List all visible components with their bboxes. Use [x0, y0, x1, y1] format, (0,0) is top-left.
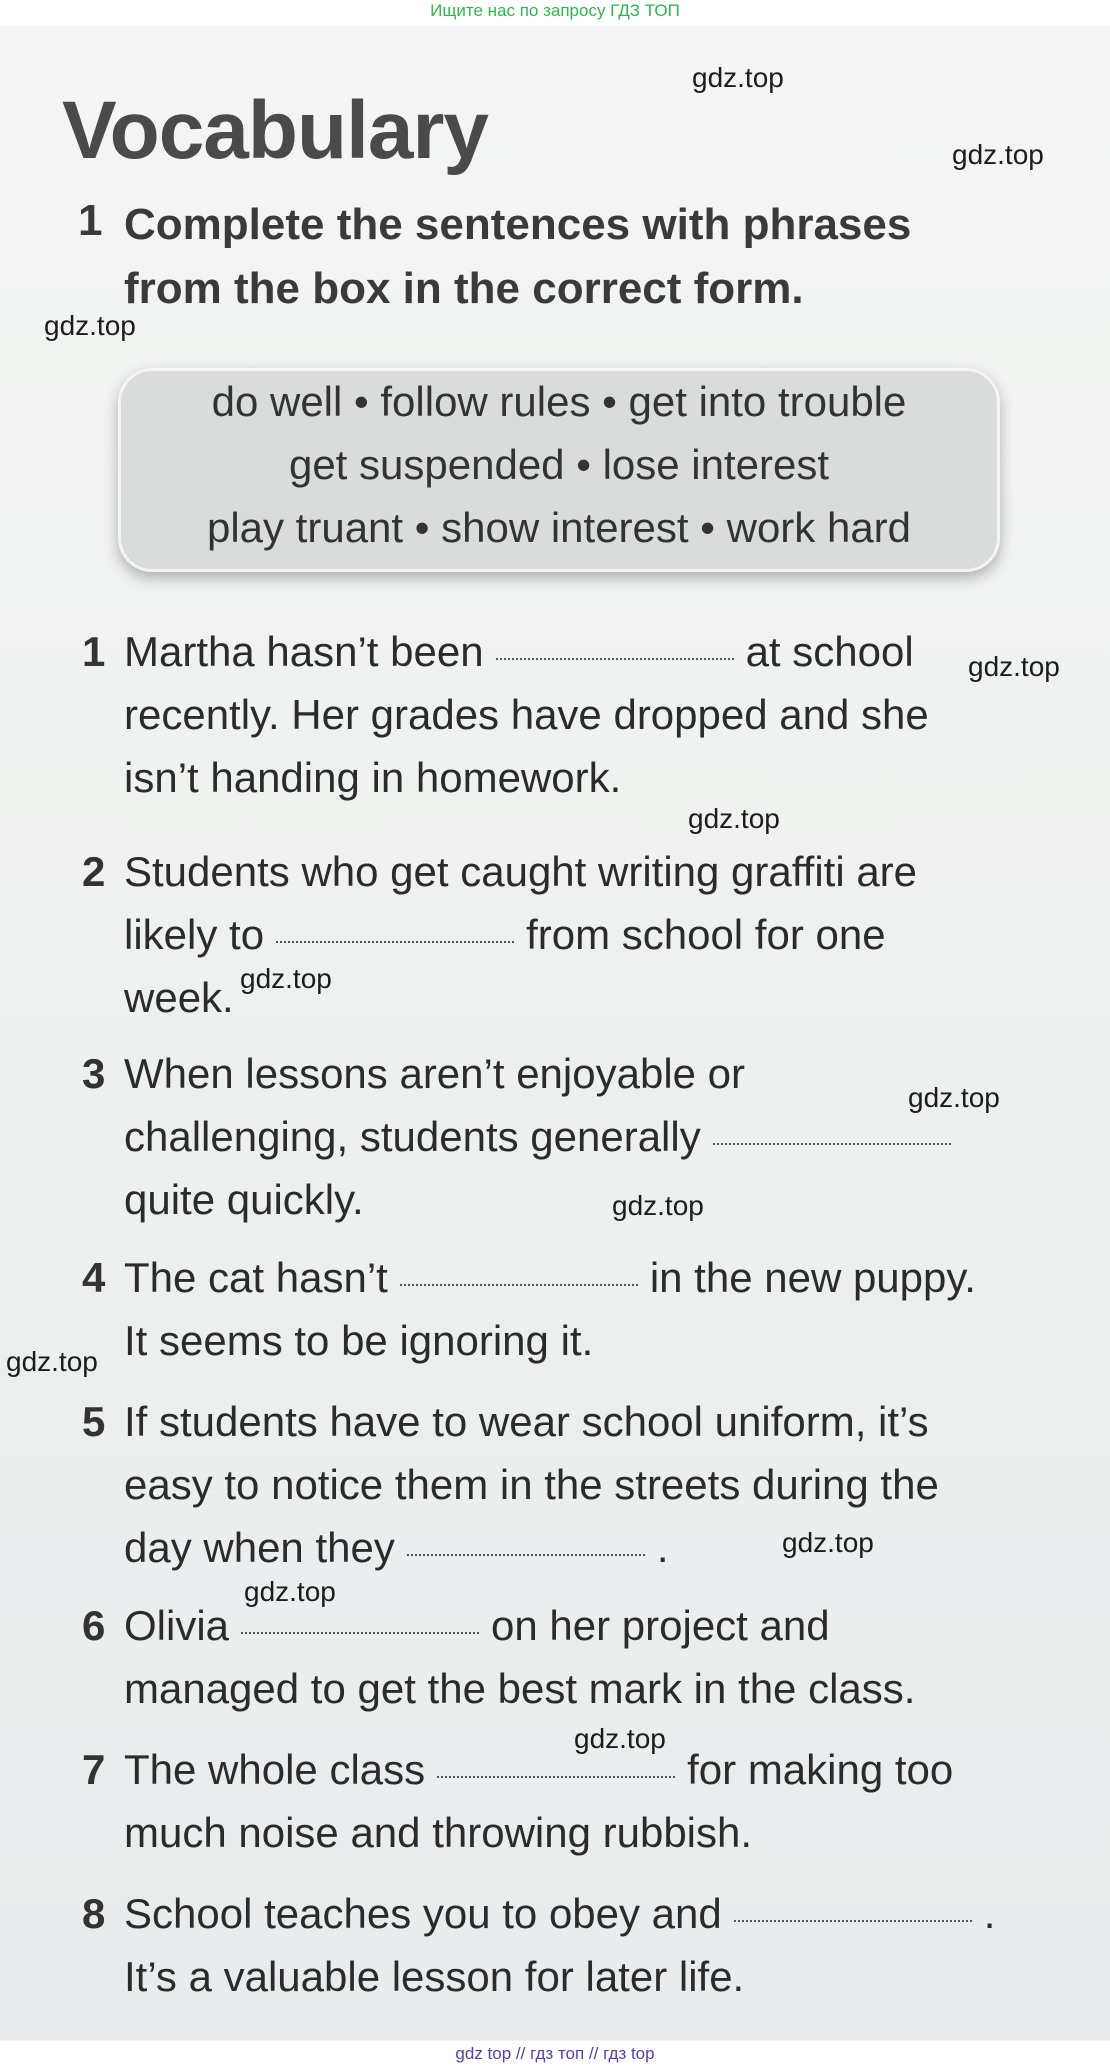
item-line: isn’t handing in homework.	[124, 754, 622, 801]
phrase-box-line-2: get suspended • lose interest	[288, 441, 830, 488]
watermark: gdz.top	[240, 963, 332, 994]
item-text: on her project and	[491, 1602, 830, 1649]
section-title: Vocabulary	[62, 85, 488, 176]
item-line	[124, 1113, 963, 1161]
item-line: easy to notice them in the streets during the	[124, 1461, 939, 1508]
item-line: managed to get the best mark in the class.	[124, 1665, 916, 1712]
item-number: 5	[82, 1398, 106, 1445]
item-line: If students have to wear school uniform, it’s	[124, 1398, 929, 1445]
watermark: gdz.top	[782, 1527, 874, 1558]
item-line	[124, 1524, 669, 1572]
item-line	[124, 911, 886, 959]
answer-blank[interactable]	[713, 1143, 951, 1145]
watermark: gdz.top	[968, 651, 1060, 682]
item-line: week.	[124, 974, 234, 1021]
answer-blank[interactable]	[496, 658, 734, 660]
item-text: in the new puppy.	[649, 1254, 976, 1301]
item-text: challenging, students generally	[124, 1113, 701, 1160]
item-number: 2	[82, 848, 106, 895]
item-line: When lessons aren’t enjoyable or	[124, 1050, 746, 1097]
watermark: gdz.top	[244, 1576, 336, 1607]
item-line: It seems to be ignoring it.	[124, 1317, 594, 1364]
watermark: gdz.top	[688, 803, 780, 834]
watermark: gdz.top	[612, 1190, 704, 1221]
item-text: The cat hasn’t	[124, 1254, 388, 1301]
instruction-line-1: Complete the sentences with phrases	[124, 200, 912, 249]
item-line: Students who get caught writing graffiti are	[124, 848, 918, 895]
item-number: 1	[82, 628, 106, 675]
exercise-instruction	[124, 193, 1064, 321]
watermark: gdz.top	[6, 1346, 98, 1377]
item-line	[124, 1254, 976, 1302]
phrase-box-line-3: play truant • show interest • work hard	[206, 504, 912, 551]
item-line	[124, 1890, 995, 1938]
item-number: 7	[82, 1746, 106, 1793]
item-text: likely to	[124, 911, 265, 958]
answer-blank[interactable]	[734, 1920, 972, 1922]
answer-blank[interactable]	[276, 941, 514, 943]
item-line	[124, 628, 914, 676]
item-text: The whole class	[124, 1746, 426, 1793]
watermark: gdz.top	[692, 62, 784, 93]
item-number: 3	[82, 1050, 106, 1097]
answer-blank[interactable]	[407, 1554, 645, 1556]
item-line: recently. Her grades have dropped and she	[124, 691, 929, 738]
watermark: gdz.top	[44, 310, 136, 341]
answer-blank[interactable]	[437, 1776, 675, 1778]
item-text: .	[656, 1524, 669, 1571]
item-number: 8	[82, 1890, 106, 1937]
item-text: from school for one	[526, 911, 886, 958]
item-text: Olivia	[124, 1602, 230, 1649]
watermark: gdz.top	[574, 1723, 666, 1754]
instruction-line-2: from the box in the correct form.	[124, 264, 804, 313]
page-background	[0, 26, 1110, 2040]
watermark: gdz.top	[952, 139, 1044, 170]
item-line	[124, 1746, 953, 1794]
top-banner: Ищите нас по запросу ГДЗ ТОП	[0, 0, 1110, 26]
item-number: 4	[82, 1254, 106, 1301]
item-text: School teaches you to obey and	[124, 1890, 722, 1937]
item-text: Martha hasn’t been	[124, 628, 484, 675]
item-line: quite quickly.	[124, 1176, 364, 1223]
item-text: .	[983, 1890, 996, 1937]
item-line: It’s a valuable lesson for later life.	[124, 1953, 745, 2000]
exercise-number: 1	[78, 196, 103, 245]
item-text: for making too	[687, 1746, 954, 1793]
item-number: 6	[82, 1602, 106, 1649]
answer-blank[interactable]	[400, 1284, 638, 1286]
item-text: day when they	[124, 1524, 395, 1571]
item-line	[124, 1602, 830, 1650]
answer-blank[interactable]	[241, 1632, 479, 1634]
item-text: at school	[745, 628, 914, 675]
phrase-box-line-1: do well • follow rules • get into trouble	[211, 378, 907, 425]
item-line: much noise and throwing rubbish.	[124, 1809, 753, 1856]
footer: gdz top // гдз топ // гдз top	[0, 2041, 1110, 2067]
watermark: gdz.top	[908, 1082, 1000, 1113]
phrase-box	[118, 368, 1000, 572]
